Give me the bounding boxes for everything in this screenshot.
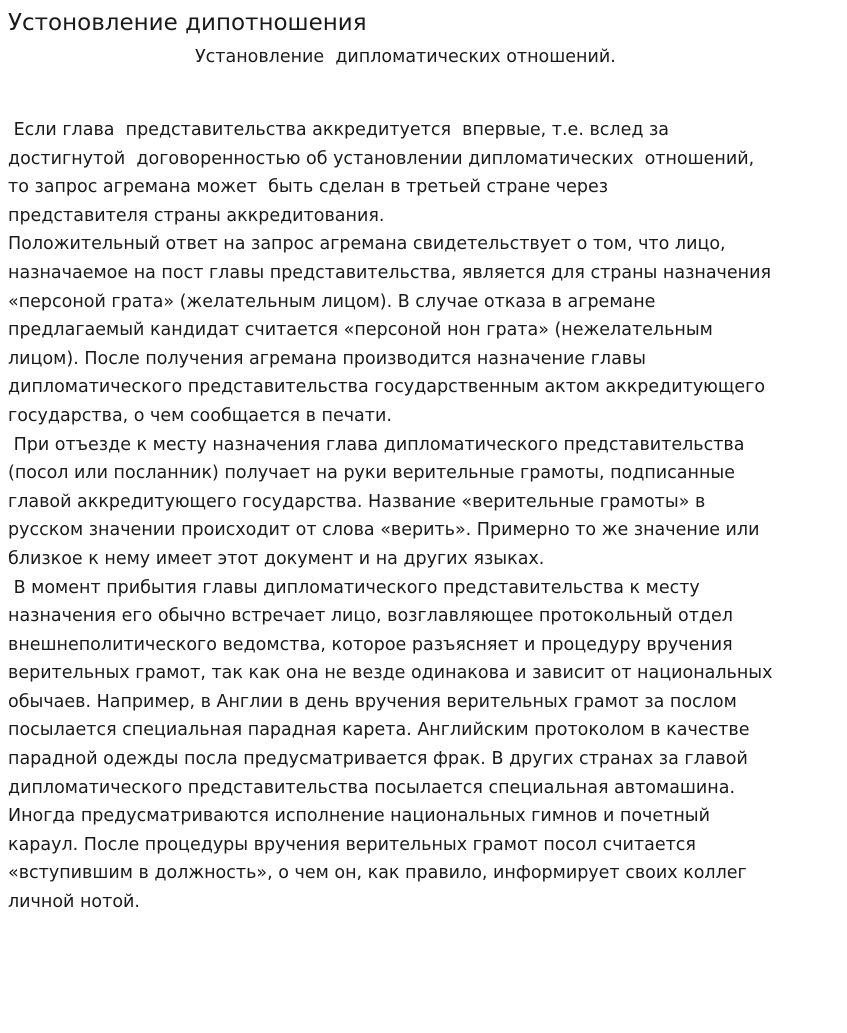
document-body: [8, 116, 842, 917]
text-line: назначаемое на пост главы представительства, является для страны назначения: [8, 262, 771, 283]
text-line: Иногда предусматриваются исполнение национальных гимнов и почетный: [8, 806, 710, 827]
text-line: караул. После процедуры вручения верительных грамот посол считается: [8, 834, 696, 855]
text-line: При отъезде к месту назначения глава дипломатического представительства: [8, 434, 745, 455]
text-line: «персоной грата» (желательным лицом). В случае отказа в агремане: [8, 291, 656, 312]
text-line: посылается специальная парадная карета. Английским протоколом в качестве: [8, 720, 750, 741]
text-line: верительных грамот, так как она не везде одинакова и зависит от национальных: [8, 663, 773, 684]
text-line: предлагаемый кандидат считается «персоной нон грата» (нежелательным: [8, 320, 713, 341]
text-line: то запрос агремана может быть сделан в третьей стране через: [8, 177, 609, 198]
text-line: назначения его обычно встречает лицо, возглавляющее протокольный отдел: [8, 606, 733, 627]
text-line: (посол или посланник) получает на руки верительные грамоты, подписанные: [8, 463, 735, 484]
text-line: государства, о чем сообщается в печати.: [8, 405, 392, 426]
document-page: [8, 0, 842, 917]
text-line: обычаев. Например, в Англии в день вручения верительных грамот за послом: [8, 691, 737, 712]
text-line: Положительный ответ на запрос агремана свидетельствует о том, что лицо,: [8, 234, 726, 255]
text-line: Если глава представительства аккредитуется впервые, т.е. вслед за: [8, 120, 670, 140]
text-line: близкое к нему имеет этот документ и на других языках.: [8, 548, 545, 569]
text-line: «вступившим в должность», о чем он, как правило, информирует своих коллег: [8, 863, 747, 884]
text-line: главой аккредитующего государства. Название «верительные грамоты» в: [8, 491, 706, 512]
text-line: достигнутой договоренностью об установлении дипломатических отношений,: [8, 148, 755, 169]
text-line: русском значении происходит от слова «верить». Примерно то же значение или: [8, 520, 760, 541]
text-line: дипломатического представительства посылается специальная автомашина.: [8, 777, 736, 798]
document-subtitle: Установление дипломатических отношений.: [195, 47, 616, 67]
text-line: личной нотой.: [8, 892, 140, 913]
document-title: Устоновление дипотношения: [8, 10, 367, 36]
text-line: парадной одежды посла предусматривается фрак. В других странах за главой: [8, 749, 748, 770]
text-line: В момент прибытия главы дипломатического представительства к месту: [8, 577, 700, 598]
text-line: дипломатического представительства государственным актом аккредитующего: [8, 377, 766, 398]
text-line: лицом). После получения агремана производится назначение главы: [8, 348, 646, 369]
text-line: внешнеполитического ведомства, которое разъясняет и процедуру вручения: [8, 634, 733, 655]
text-line: представителя страны аккредитования.: [8, 205, 385, 226]
